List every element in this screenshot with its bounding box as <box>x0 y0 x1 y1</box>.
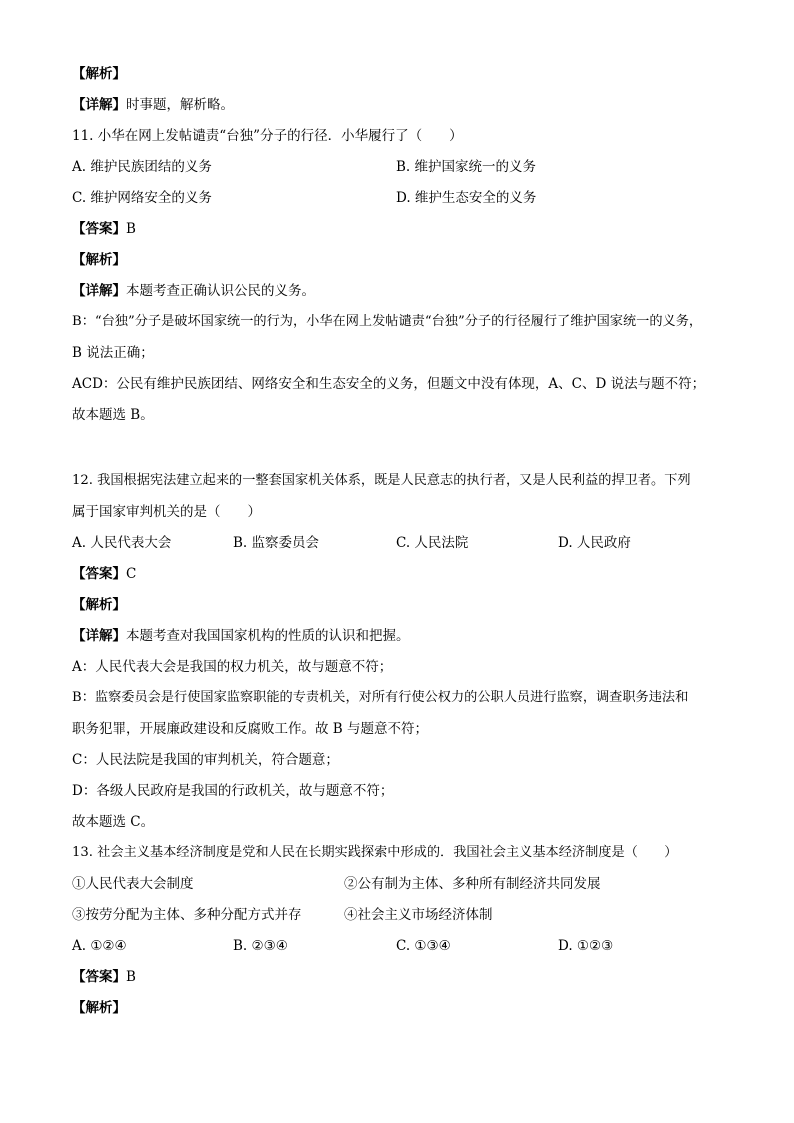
q12-detail-text: 本题考查对我国国家机构的性质的认识和把握。 <box>126 628 410 644</box>
q12-option-a: A. 人民代表大会 <box>72 535 172 551</box>
q12-option-d: D. 人民政府 <box>558 535 631 551</box>
q13-item-3: ③按劳分配为主体、多种分配方式并存 <box>72 907 302 923</box>
q13-answer-value: B <box>126 969 136 985</box>
q11-analysis-tag: 【解析】 <box>72 252 126 268</box>
q12-explain-line-4: C：人民法院是我国的审判机关，符合题意； <box>72 752 339 768</box>
q12-stem-line-1: 12. 我国根据宪法建立起来的一整套国家机关体系，既是人民意志的执行者，又是人民利益的捍卫者。下列 <box>72 473 691 488</box>
q13-option-b: B. ②③④ <box>233 938 288 954</box>
q11-answer <box>72 218 136 240</box>
q12-explain-line-2: B：监察委员会是行使国家监察职能的专责机关，对所有行使公权力的公职人员进行监察，调查职务违法和 <box>72 690 689 705</box>
q13-option-a: A. ①②④ <box>72 938 127 954</box>
q12-answer-value: C <box>126 566 137 582</box>
q11-option-b: B. 维护国家统一的义务 <box>396 159 537 175</box>
q13-item-2: ②公有制为主体、多种所有制经济共同发展 <box>344 876 601 892</box>
q13-answer-tag: 【答案】 <box>72 969 126 985</box>
q10-detail <box>72 94 234 116</box>
q12-stem-line-2: 属于国家审判机关的是（ ） <box>72 504 261 520</box>
q11-explain-line-2: B 说法正确； <box>72 345 154 361</box>
q13-answer <box>72 966 136 988</box>
q12-analysis-tag: 【解析】 <box>72 597 126 613</box>
q13-item-4: ④社会主义市场经济体制 <box>344 907 493 923</box>
q12-option-b: B. 监察委员会 <box>233 535 320 551</box>
q13-stem: 13. 社会主义基本经济制度是党和人民在长期实践探索中形成的．我国社会主义基本经济制度是（ ） <box>72 845 678 860</box>
q13-item-1: ①人民代表大会制度 <box>72 876 194 892</box>
q12-explain-line-1: A：人民代表大会是我国的权力机关，故与题意不符； <box>72 659 393 675</box>
q10-detail-text: 时事题，解析略。 <box>126 97 234 113</box>
q13-option-d: D. ①②③ <box>558 938 614 954</box>
q13-option-c: C. ①③④ <box>396 938 451 954</box>
q11-detail-tag: 【详解】 <box>72 283 126 299</box>
q11-option-d: D. 维护生态安全的义务 <box>396 190 537 206</box>
q10-detail-tag: 【详解】 <box>72 97 126 113</box>
q11-stem: 11. 小华在网上发帖谴责“台独”分子的行径．小华履行了（ ） <box>72 128 463 144</box>
q12-option-c: C. 人民法院 <box>396 535 469 551</box>
q11-detail-text: 本题考查正确认识公民的义务。 <box>126 283 315 299</box>
q11-answer-tag: 【答案】 <box>72 221 126 237</box>
q13-analysis-tag: 【解析】 <box>72 1000 126 1016</box>
q10-analysis-tag: 【解析】 <box>72 66 126 82</box>
q12-explain-line-5: D：各级人民政府是我国的行政机关，故与题意不符； <box>72 783 394 799</box>
q11-detail <box>72 280 315 302</box>
q11-answer-value: B <box>126 221 136 237</box>
q11-option-c: C. 维护网络安全的义务 <box>72 190 212 206</box>
q11-explain-line-4: 故本题选 B。 <box>72 407 154 423</box>
q11-option-a: A. 维护民族团结的义务 <box>72 159 212 175</box>
q12-explain-line-6: 故本题选 C。 <box>72 814 155 830</box>
q12-answer-tag: 【答案】 <box>72 566 126 582</box>
q11-explain-line-3: ACD：公民有维护民族团结、网络安全和生态安全的义务，但题文中没有体现，A、C、D 说法与题不符； <box>72 376 706 392</box>
q12-detail-tag: 【详解】 <box>72 628 126 644</box>
q12-detail <box>72 625 410 647</box>
q11-explain-line-1: B：“台独”分子是破坏国家统一的行为，小华在网上发帖谴责“台独”分子的行径履行了维护国家统一的义务， <box>72 314 703 329</box>
q12-answer <box>72 563 136 585</box>
q12-explain-line-3: 职务犯罪，开展廉政建设和反腐败工作。故 B 与题意不符； <box>72 721 429 737</box>
